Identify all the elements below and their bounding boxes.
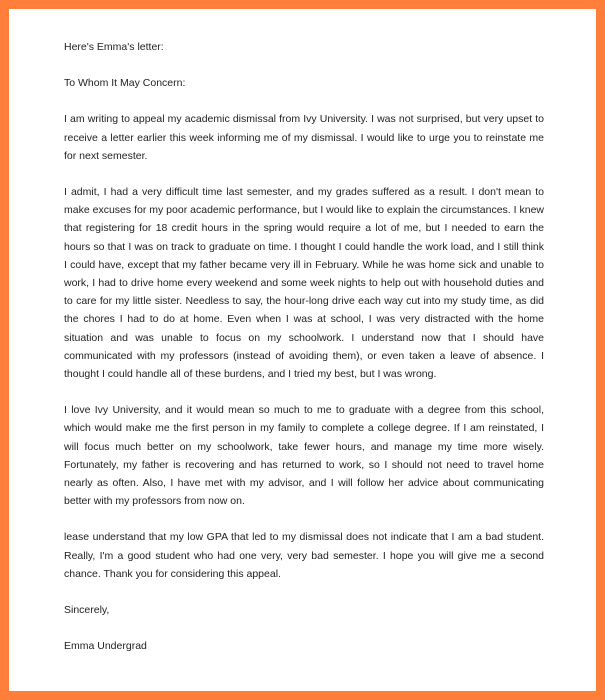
letter-paragraph-2: I admit, I had a very difficult time last semester, and my grades suffered as a result. I don't mean to make excuses for my poor academic performance, but I would like to explain the circumstances. I knew that registering for 18 credit hours in the spring would require a lot of me, but I needed to earn the hours so that I was on track to graduate on time. I thought I could handle the work load, and I still think I could have, except that my father became very ill in February. While he was home sick and unable to work, I had to drive home every weekend and some week nights to help out with household duties and to care for my little sister. Needless to say, the hour-long drive each way cut into my study time, as did the chores I had to do at home. Even when I was at school, I was very distracted with the home situation and was unable to focus on my schoolwork. I understand now that I should have communicated with my professors (instead of avoiding them), or even taken a leave of absence. I thought I could handle all of these burdens, and I tried my best, but I was wrong. [64,186,544,381]
letter-page [9,9,596,691]
letter-body [64,38,544,673]
letter-paragraph-4: lease understand that my low GPA that led to my dismissal does not indicate that I am a bad student. Really, I'm a good student who had one very, very bad semester. I hope you will give me a second chance. Thank you for considering this appeal. [64,531,544,580]
letter-paragraph-1: I am writing to appeal my academic dismissal from Ivy University. I was not surprised, but very upset to receive a letter earlier this week informing me of my dismissal. I would like to urge you to reinstate me for next semester. [64,113,544,162]
letter-signature: Emma Undergrad [64,640,147,653]
letter-closing: Sincerely, [64,604,110,617]
letter-salutation: To Whom It May Concern: [64,77,186,90]
letter-intro: Here's Emma's letter: [64,41,164,53]
letter-paragraph-3: I love Ivy University, and it would mean so much to me to graduate with a degree from this school, which would make me the first person in my family to complete a college degree. If I am reinstated, I will focus much better on my schoolwork, take fewer hours, and manage my time more wisely. Fortunately, my father is recovering and has returned to work, so I should not need to travel home nearly as often. Also, I have met with my advisor, and I will follow her advice about communicating better with my professors from now on. [64,404,544,508]
